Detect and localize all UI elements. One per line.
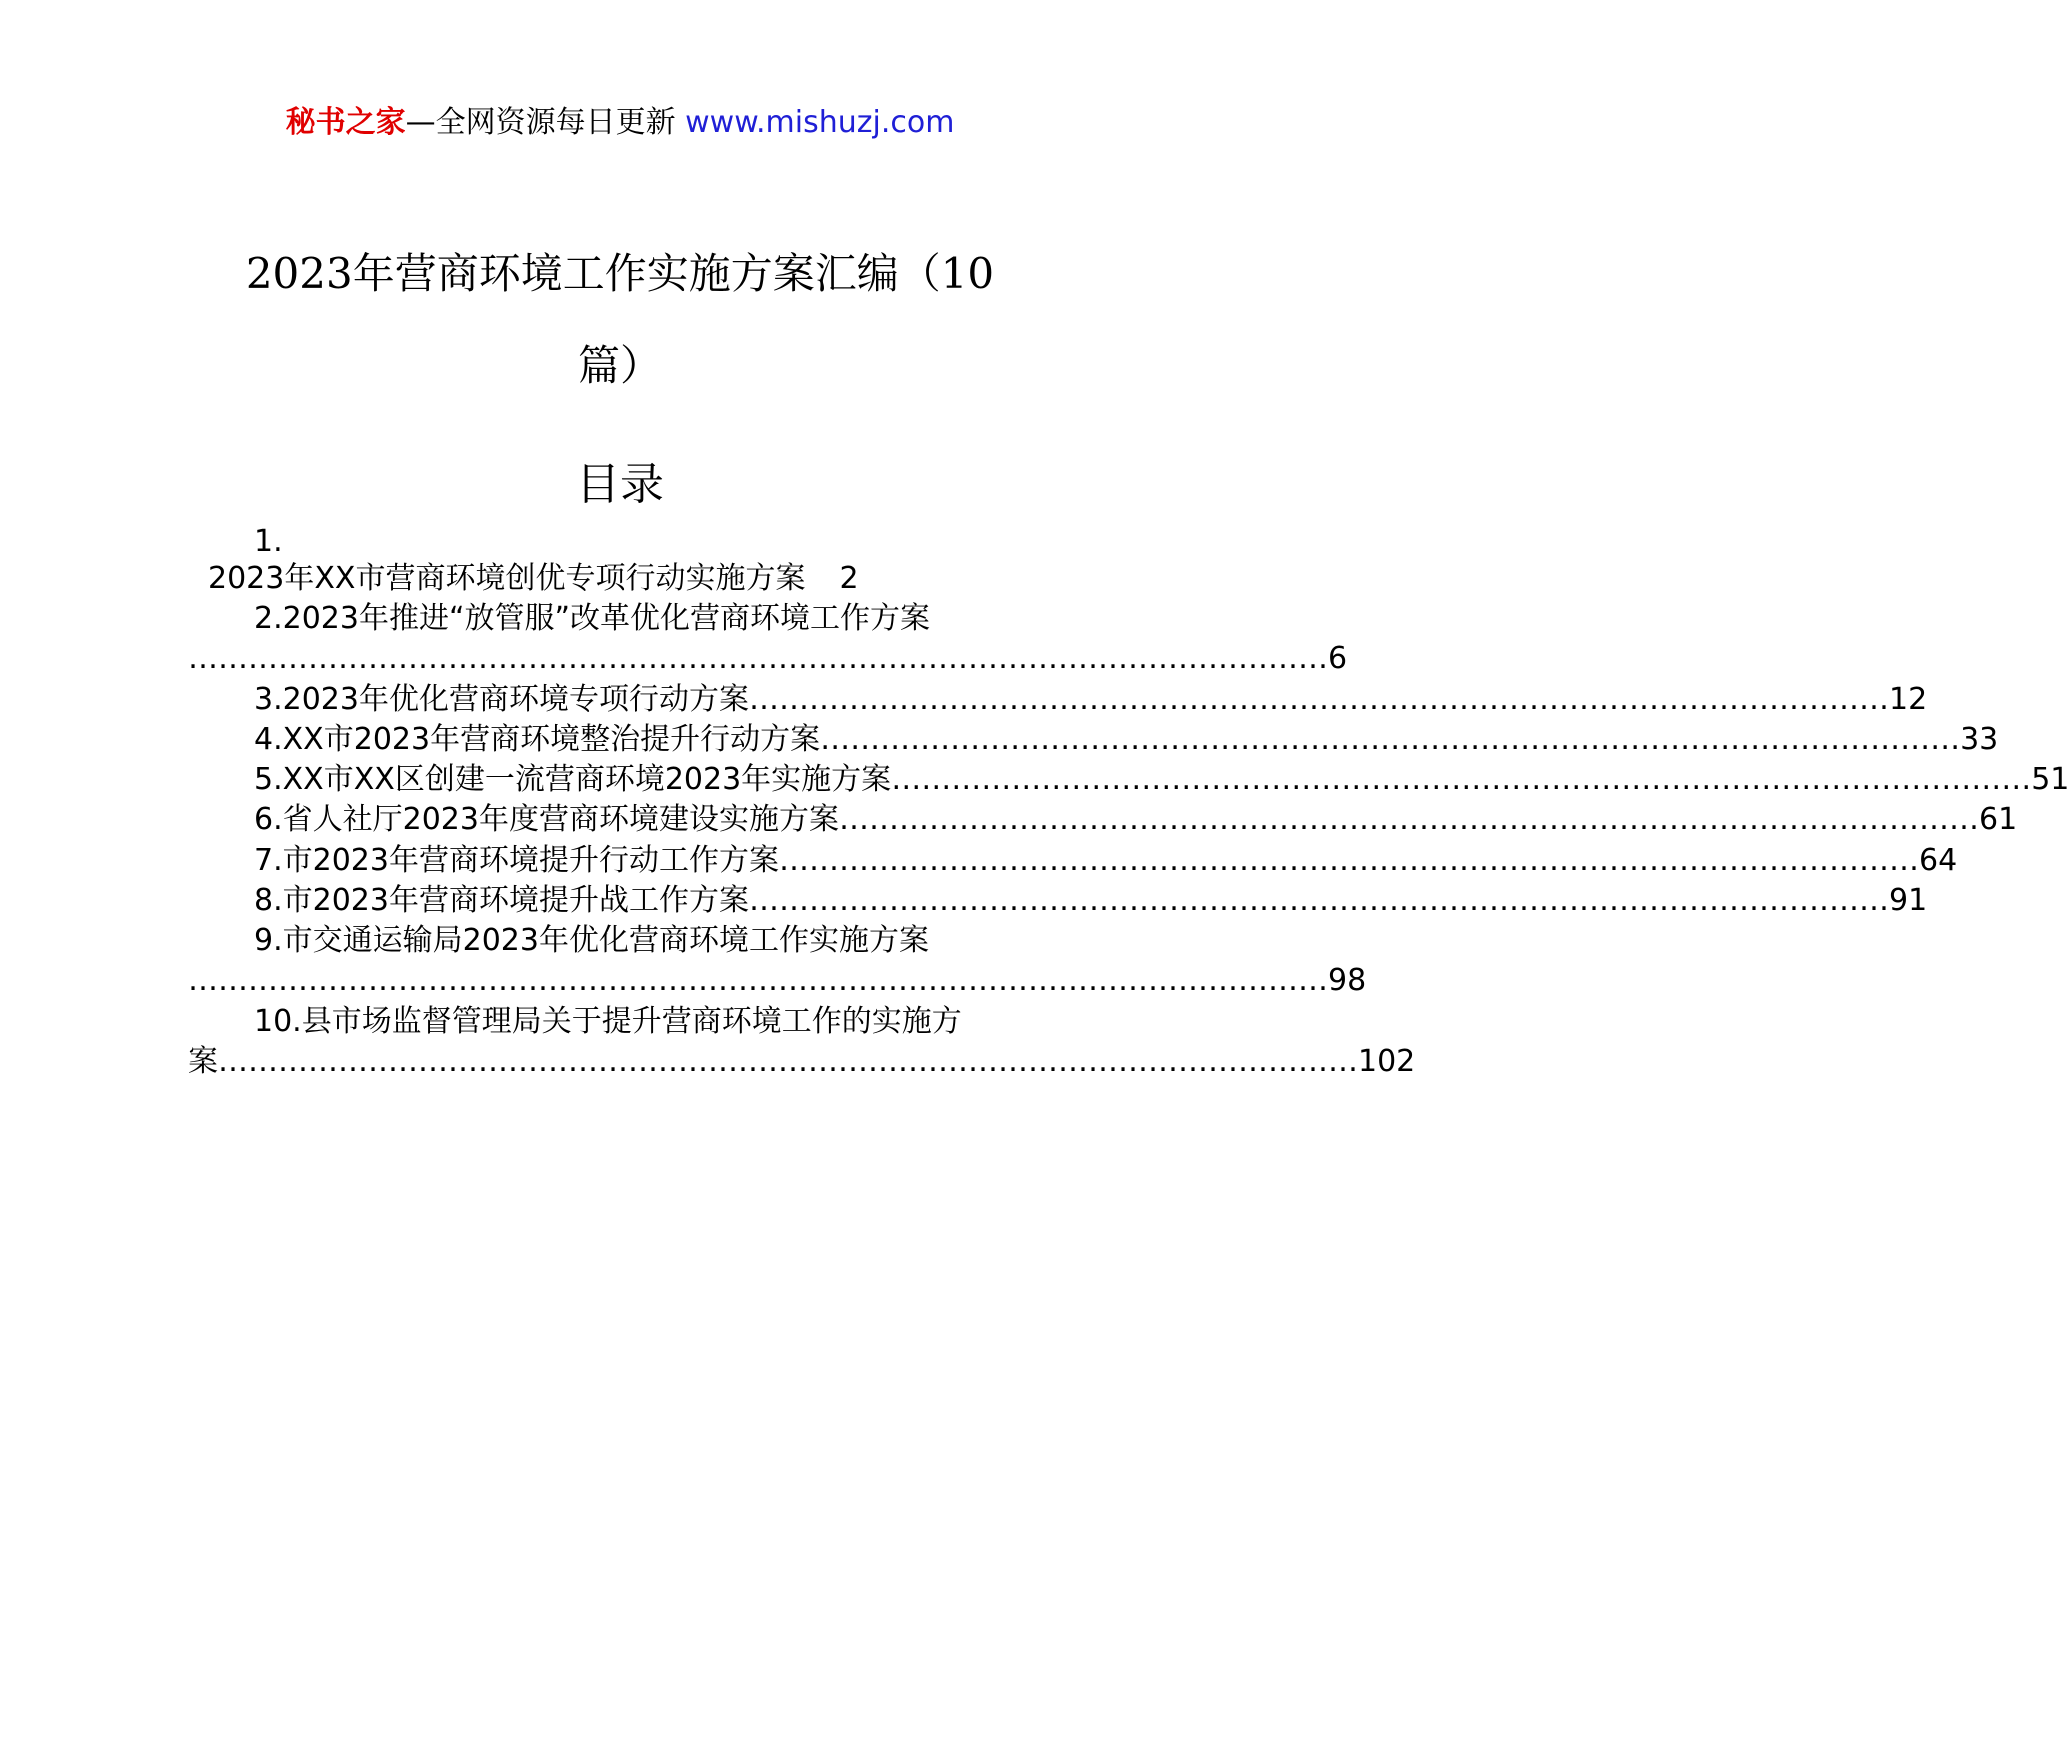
toc-item-10-text-line-2: 案 [188, 1044, 218, 1079]
toc-item-1-page: 2 [839, 561, 859, 596]
toc-item-8[interactable] [254, 878, 1928, 923]
toc-item-7-text: 7.市2023年营商环境提升行动工作方案 [254, 843, 779, 878]
toc-item-6-text: 6.省人社厅2023年度营商环境建设实施方案 [254, 802, 839, 837]
toc-item-10-text-line-1[interactable]: 10.县市场监督管理局关于提升营商环境工作的实施方 [254, 1004, 962, 1039]
toc-leader-dots: …………………………………………………………………………………………………… [218, 1044, 1358, 1079]
toc-leader-dots: …………………………………………………………………………………………………… [778, 843, 1919, 878]
toc-item-1-number[interactable]: 1. [254, 524, 283, 559]
document-title-line-1: 2023年营商环境工作实施方案汇编（10 [245, 249, 995, 298]
toc-item-5-text: 5.XX市XX区创建一流营商环境2023年实施方案 [254, 762, 892, 797]
toc-item-2-leader-line[interactable] [188, 636, 1348, 681]
toc-leader-dots: …………………………………………………………………………………………………… [188, 641, 1328, 676]
toc-leader-dots: …………………………………………………………………………………………………… [188, 963, 1328, 998]
header-slogan: —全网资源每日更新 [405, 105, 676, 140]
site-url-link[interactable]: www.mishuzj.com [685, 105, 955, 140]
toc-item-1-text: 2023年XX市营商环境创优专项行动实施方案 [208, 561, 806, 596]
toc-item-6-page: 61 [1978, 802, 2018, 837]
document-title [220, 228, 1020, 412]
toc-heading: 目录 [576, 459, 664, 510]
toc-item-10-page: 102 [1358, 1044, 1416, 1079]
toc-item-3[interactable] [254, 677, 1928, 722]
toc-leader-dots: …………………………………………………………………………………………………… [838, 802, 1979, 837]
toc-leader-dots: …………………………………………………………………………………………………… [748, 682, 1889, 717]
toc-leader-dots: …………………………………………………………………………………………………… [891, 762, 2032, 797]
toc-item-5[interactable] [254, 757, 2069, 802]
toc-item-9-leader-line[interactable] [188, 958, 1367, 1003]
toc-leader-dots: …………………………………………………………………………………………………… [748, 883, 1889, 918]
toc-leader-dots: …………………………………………………………………………………………………… [820, 722, 1961, 757]
toc-item-8-page: 91 [1888, 883, 1928, 918]
toc-item-2-page: 6 [1328, 641, 1348, 676]
document-title-line-2: 篇） [577, 341, 662, 390]
toc-item-4-page: 33 [1960, 722, 1999, 757]
toc-item-3-page: 12 [1888, 682, 1928, 717]
toc-item-5-page: 51 [2031, 762, 2069, 797]
toc-item-8-text: 8.市2023年营商环境提升战工作方案 [254, 883, 749, 918]
toc-item-6[interactable] [254, 797, 2018, 842]
toc-item-10-leader-line[interactable] [188, 1039, 1416, 1084]
toc-item-3-text: 3.2023年优化营商环境专项行动方案 [254, 682, 749, 717]
toc-item-7-page: 64 [1918, 843, 1958, 878]
toc-item-2-text[interactable]: 2.2023年推进“放管服”改革优化营商环境工作方案 [254, 601, 931, 636]
toc-item-9-text[interactable]: 9.市交通运输局2023年优化营商环境工作实施方案 [254, 923, 929, 958]
toc-item-9-page: 98 [1328, 963, 1367, 998]
toc-item-4-text: 4.XX市2023年营商环境整治提升行动方案 [254, 722, 821, 757]
site-header [0, 103, 1240, 143]
toc-item-7[interactable] [254, 838, 1958, 883]
toc-item-1[interactable] [208, 556, 859, 601]
brand-name: 秘书之家 [285, 105, 406, 140]
toc-item-4[interactable] [254, 717, 1999, 762]
